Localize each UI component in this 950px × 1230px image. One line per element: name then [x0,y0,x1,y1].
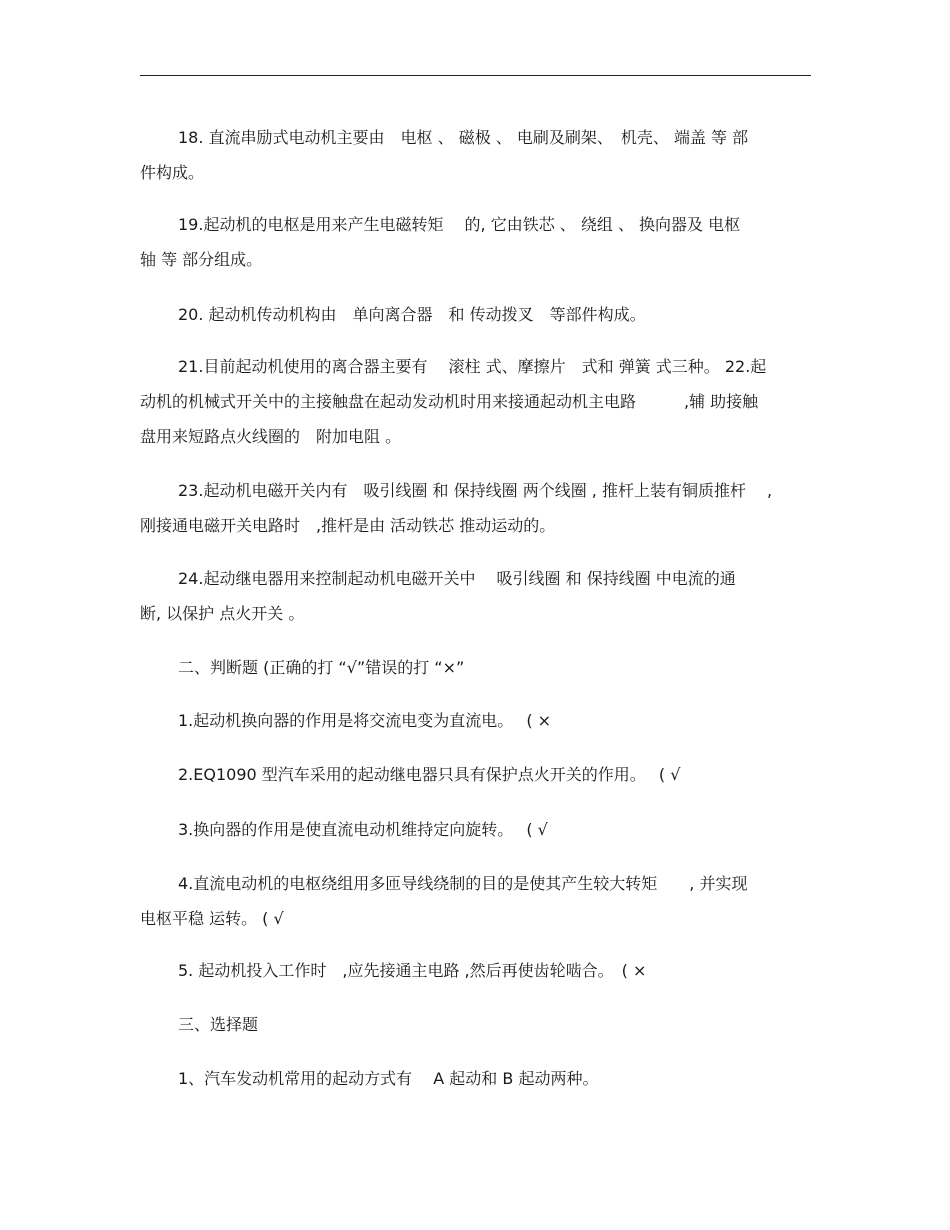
text-line: 24.起动继电器用来控制起动机电磁开关中 吸引线圈 和 保持线圈 中电流的通 [178,569,736,588]
text-line: 23.起动机电磁开关内有 吸引线圈 和 保持线圈 两个线圈 , 推杆上装有铜质推杆 , [178,481,773,500]
text-line: 1.起动机换向器的作用是将交流电变为直流电。 ( × [178,711,552,730]
choice-heading: 三、选择题 [178,1015,259,1034]
text-line: 件构成。 [140,163,205,182]
judgment-item-4 [140,866,811,936]
text-line: 1、汽车发动机常用的起动方式有 A 起动和 B 起动两种。 [178,1069,599,1088]
text-line: 19.起动机的电枢是用来产生电磁转矩 的, 它由铁芯 、 绕组 、 换向器及 电枢 [178,215,741,234]
header-rule [140,75,811,76]
text-line: 18. 直流串励式电动机主要由 电枢 、 磁极 、 电刷及刷架、 机壳、 端盖 等 部 [178,128,749,147]
fill-item-20 [140,297,811,332]
text-line: 刚接通电磁开关电路时 ,推杆是由 活动铁芯 推动运动的。 [140,516,556,535]
text-line: 3.换向器的作用是使直流电动机维持定向旋转。 ( √ [178,820,548,839]
judgment-item-1 [140,703,811,738]
fill-item-23 [140,473,811,543]
fill-item-19 [140,207,811,277]
fill-item-24 [140,561,811,631]
text-line: 2.EQ1090 型汽车采用的起动继电器只具有保护点火开关的作用。 ( √ [178,765,681,784]
text-line: 盘用来短路点火线圈的 附加电阻 。 [140,427,402,446]
judgment-item-2 [140,757,811,792]
text-line: 20. 起动机传动机构由 单向离合器 和 传动拨叉 等部件构成。 [178,305,646,324]
text-line: 4.直流电动机的电枢绕组用多匝导线绕制的目的是使其产生较大转矩 , 并实现 [178,874,748,893]
judgment-item-3 [140,812,811,847]
text-line: 断, 以保护 点火开关 。 [140,604,305,623]
text-line: 轴 等 部分组成。 [140,250,263,269]
fill-item-18 [140,120,811,190]
text-line: 21.目前起动机使用的离合器主要有 滚柱 式、摩擦片 式和 弹簧 式三种。 22.起 [178,357,767,376]
text-line: 电枢平稳 运转。 ( √ [140,909,284,928]
text-line: 动机的机械式开关中的主接触盘在起动发动机时用来接通起动机主电路 ,辅 助接触 [140,392,759,411]
text-line: 5. 起动机投入工作时 ,应先接通主电路 ,然后再使齿轮啮合。 ( × [178,961,647,980]
choice-item-1 [140,1061,811,1096]
judgment-heading: 二、判断题 (正确的打 “√”错误的打 “×” [178,658,465,677]
fill-item-21-22 [140,349,811,454]
judgment-item-5 [140,953,811,988]
